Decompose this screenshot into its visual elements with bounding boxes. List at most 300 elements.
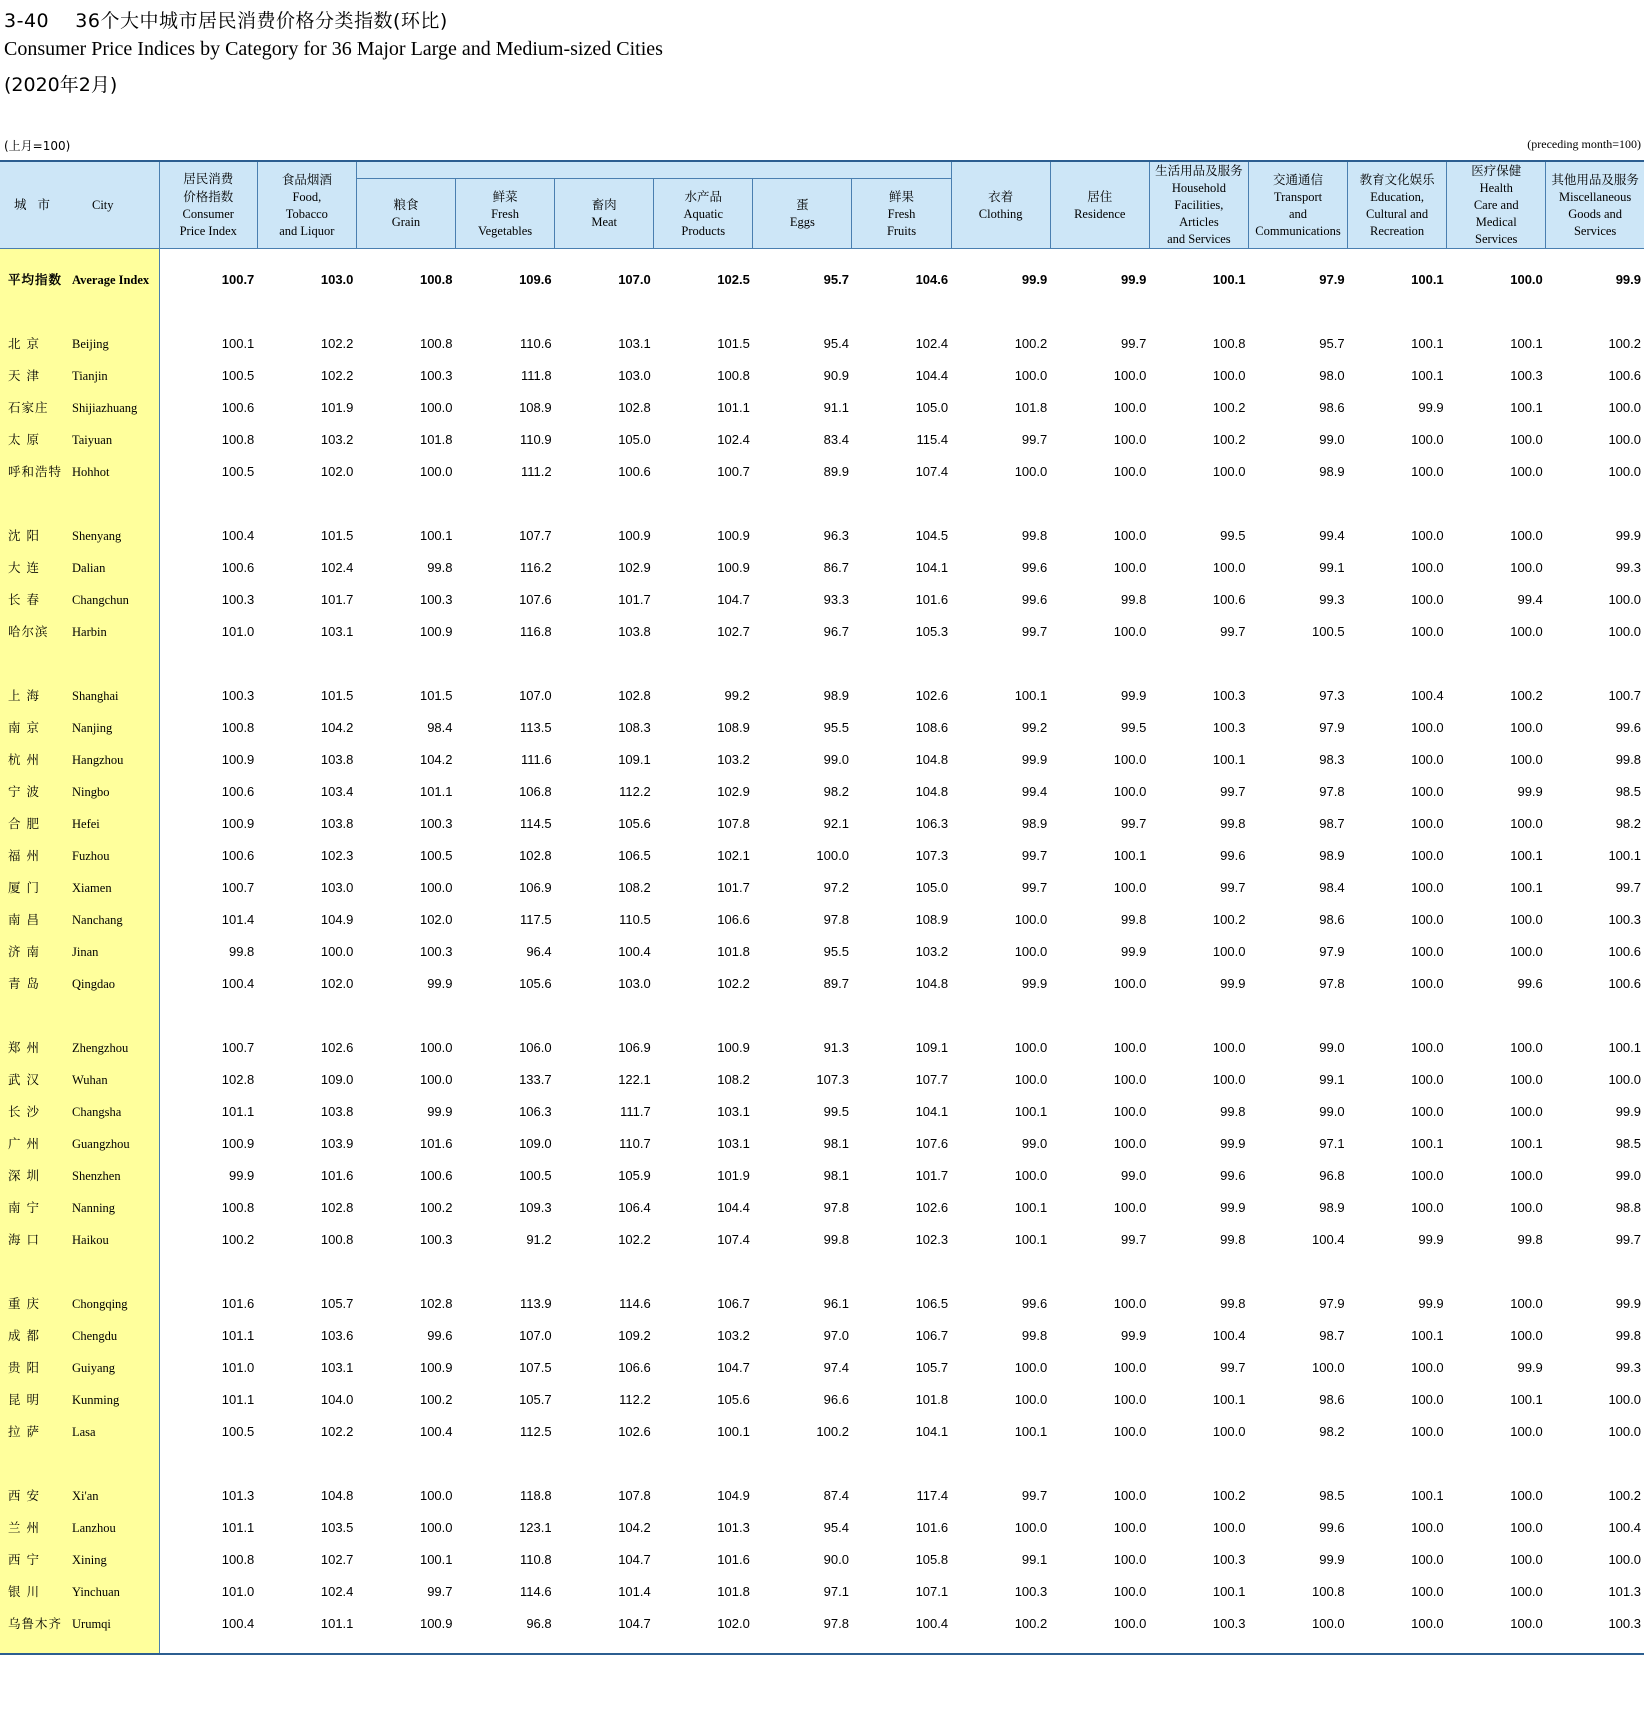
index-value-cell: 100.8 [419,335,453,351]
index-value-cell: 97.9 [1319,943,1345,959]
index-value-cell: 101.6 [717,1551,750,1567]
index-value-cell: 99.8 [1220,815,1246,831]
index-value-cell: 99.8 [1220,1231,1246,1247]
index-value-cell: 96.3 [823,527,849,543]
index-value-cell: 104.2 [419,751,453,767]
index-value-cell: 101.9 [320,399,354,415]
city-name-zh: 哈尔滨 [8,624,49,639]
index-value-cell: 99.9 [427,975,453,991]
index-value-cell: 100.3 [419,1231,453,1247]
city-name-zh: 西 宁 [8,1552,40,1567]
index-value-cell: 107.0 [519,1327,552,1343]
city-name-zh: 广 州 [8,1136,40,1151]
index-value-cell: 101.6 [419,1135,453,1151]
city-name-cell [0,519,159,551]
index-value-cell: 100.0 [1608,1071,1641,1087]
city-name-cell [0,1159,159,1191]
index-value-cell: 106.7 [717,1295,750,1311]
index-value-cell: 99.9 [1121,943,1147,959]
index-value-cell: 100.1 [1510,879,1543,895]
index-value-cell: 100.3 [1014,1583,1048,1599]
city-name-cell [0,775,159,807]
index-value-cell: 100.0 [1014,367,1048,383]
index-value-cell: 101.8 [1014,399,1048,415]
index-value-cell: 99.2 [1021,719,1048,735]
index-value-cell: 133.7 [519,1071,552,1087]
header-household-en1: Household [1171,181,1226,195]
index-value-cell: 110.9 [520,431,552,447]
index-value-cell: 100.0 [1608,623,1641,639]
table-row [0,1191,1644,1223]
city-name-zh: 沈 阳 [8,528,40,543]
index-value-cell: 106.8 [519,783,552,799]
city-name-cell [0,551,159,583]
city-name-cell [0,1607,159,1639]
index-value-cell: 104.4 [717,1199,750,1215]
index-value-cell: 100.1 [1510,399,1543,415]
city-name-en: Yinchuan [72,1585,120,1599]
header-grain-en: Grain [391,215,421,229]
index-value-cell: 109.0 [320,1071,354,1087]
header-education-en3: Recreation [1370,223,1425,238]
index-value-cell: 100.0 [1411,1167,1444,1183]
table-row [0,775,1644,807]
header-household-en3: Articles [1179,215,1219,229]
index-value-cell: 105.9 [618,1167,651,1183]
index-value-cell: 100.0 [1510,815,1543,831]
index-value-cell: 109.1 [915,1039,949,1055]
city-name-zh: 乌鲁木齐 [8,1616,63,1631]
index-value-cell: 100.1 [1510,1391,1543,1407]
index-value-cell: 100.0 [1014,1359,1048,1375]
index-value-cell: 100.0 [1411,943,1444,959]
index-value-cell: 100.1 [419,527,453,543]
index-value-cell: 101.5 [419,687,453,703]
index-value-cell: 104.4 [915,367,949,383]
table-row [0,1511,1644,1543]
index-value-cell: 112.5 [520,1423,552,1439]
index-value-cell: 100.0 [1608,1551,1641,1567]
index-value-cell: 100.1 [1411,367,1444,383]
header-health-zh: 医疗保健 [1471,163,1522,178]
index-value-cell: 100.0 [1510,751,1543,767]
table-row [0,903,1644,935]
table-row [0,1607,1644,1639]
index-value-cell: 100.0 [1113,559,1147,575]
index-value-cell: 101.1 [221,1103,255,1119]
index-value-cell: 104.1 [915,559,949,575]
index-value-cell: 100.9 [419,623,453,639]
index-value-cell: 100.2 [1608,335,1641,351]
spacer-row [0,647,1644,679]
index-value-cell: 100.8 [320,1231,354,1247]
index-value-cell: 99.8 [1021,1327,1048,1343]
index-value-cell: 103.8 [320,815,354,831]
index-value-cell: 100.4 [419,1423,453,1439]
index-value-cell: 100.0 [1411,623,1444,639]
index-value-cell: 101.5 [320,527,354,543]
index-value-cell: 107.4 [717,1231,750,1247]
index-value-cell: 99.7 [1121,1231,1147,1247]
index-value-cell: 100.0 [1510,1551,1543,1567]
index-value-cell: 99.9 [1220,1199,1246,1215]
index-value-cell: 104.8 [915,783,949,799]
index-value-cell: 96.4 [526,943,552,959]
index-value-cell: 100.0 [1113,1583,1147,1599]
index-value-cell: 100.0 [1510,1583,1543,1599]
index-value-cell: 106.0 [519,1039,552,1055]
index-value-cell: 98.9 [1319,847,1345,863]
city-name-zh: 青 岛 [8,976,40,991]
index-value-cell: 100.0 [419,1071,453,1087]
index-value-cell: 100.0 [1113,879,1147,895]
index-value-cell: 100.0 [1113,367,1147,383]
index-value-cell: 106.9 [618,1039,651,1055]
index-value-cell: 102.4 [320,1583,354,1599]
city-name-zh: 福 州 [8,848,40,863]
spacer-cell [159,647,1644,679]
city-name-zh: 海 口 [8,1232,40,1247]
table-header [0,161,1644,249]
table-row [0,1543,1644,1575]
header-clothing [951,161,1050,249]
index-value-cell: 111.8 [521,367,552,383]
index-value-cell: 100.0 [1411,1071,1444,1087]
header-cpi-zh2: 价格指数 [183,189,234,204]
city-cell-blank [0,1447,159,1479]
index-value-cell: 100.0 [1411,911,1444,927]
index-value-cell: 100.0 [1411,591,1444,607]
spacer-row [0,295,1644,327]
index-value-cell: 93.3 [823,591,849,607]
city-name-en: Guiyang [72,1361,116,1375]
index-value-cell: 111.7 [620,1103,651,1119]
index-value-cell: 99.8 [1517,1231,1543,1247]
index-value-cell: 99.5 [1121,719,1147,735]
index-value-cell: 98.5 [1615,783,1641,799]
index-value-cell: 110.7 [619,1135,651,1151]
index-value-cell: 102.2 [618,1231,651,1247]
index-value-cell: 101.6 [320,1167,354,1183]
city-name-en: Beijing [72,337,109,351]
city-name-cell [0,711,159,743]
index-value-cell: 104.2 [618,1519,651,1535]
city-name-cell [0,903,159,935]
index-value-cell: 100.0 [1510,943,1543,959]
index-value-cell: 99.6 [1319,1519,1345,1535]
city-name-en: Dalian [72,561,106,575]
city-name-en: Harbin [72,625,107,639]
index-value-cell: 100.0 [1113,399,1147,415]
index-value-cell: 97.0 [823,1327,849,1343]
city-name-en: Shenyang [72,529,122,543]
index-value-cell: 100.0 [1312,1359,1345,1375]
city-name-zh: 北 京 [8,336,40,351]
average-index-row [0,263,1644,295]
table-row [0,1479,1644,1511]
index-value-cell: 102.8 [618,399,651,415]
index-value-cell: 98.8 [1615,1199,1641,1215]
header-clothing-zh: 衣着 [988,188,1014,204]
header-cpi-en1: Consumer [182,207,234,221]
index-value-cell: 99.7 [1220,623,1246,639]
index-value-cell: 123.1 [519,1519,552,1535]
index-value-cell: 100.0 [320,943,354,959]
index-value-cell: 100.0 [1411,1199,1444,1215]
index-value-cell: 100.0 [1411,719,1444,735]
city-name-en: Lanzhou [72,1521,116,1535]
index-value-cell: 100.0 [1113,463,1147,479]
header-food-subgroup-band [356,161,951,179]
index-value-cell: 103.2 [717,1327,750,1343]
index-value-cell: 107.1 [915,1583,949,1599]
index-value-cell: 98.5 [1319,1487,1345,1503]
index-value-cell: 104.9 [320,911,354,927]
index-value-cell: 110.6 [520,335,552,351]
index-value-cell: 100.1 [1411,1327,1444,1343]
index-value-cell: 100.0 [1510,1071,1543,1087]
index-value-cell: 99.7 [1021,623,1048,639]
index-value-cell: 99.8 [1121,591,1147,607]
header-misc-zh: 其他用品及服务 [1551,171,1639,187]
city-name-cell [0,679,159,711]
index-value-cell: 100.0 [1212,1519,1246,1535]
index-value-cell: 99.9 [1418,399,1444,415]
index-value-cell: 100.0 [1014,1039,1048,1055]
city-name-cell [0,967,159,999]
index-value-cell: 100.0 [419,1039,453,1055]
city-name-cell [0,871,159,903]
index-value-cell: 101.4 [618,1583,651,1599]
index-value-cell: 100.3 [1212,719,1246,735]
city-name-cell [0,1287,159,1319]
index-value-cell: 100.8 [1212,335,1246,351]
index-value-cell: 104.6 [915,271,949,287]
spacer-row [0,249,1644,264]
header-city [0,161,159,249]
index-value-cell: 97.9 [1319,719,1345,735]
city-cell-blank [0,647,159,679]
index-value-cell: 99.6 [1021,591,1048,607]
index-value-cell: 98.2 [823,783,849,799]
index-value-cell: 99.9 [1418,1231,1444,1247]
index-value-cell: 105.0 [618,431,651,447]
index-value-cell: 99.9 [1319,1551,1345,1567]
city-name-zh: 天 津 [8,368,40,383]
index-value-cell: 97.8 [823,1199,849,1215]
city-name-zh: 南 昌 [8,912,40,927]
index-value-cell: 104.1 [915,1423,949,1439]
header-eggs-zh: 蛋 [796,197,809,212]
city-name-zh: 银 川 [8,1584,40,1599]
index-value-cell: 100.5 [221,367,255,383]
unit-note-zh: (上月=100) [4,139,71,153]
city-cell-blank [0,295,159,327]
city-name-zh: 平均指数 [8,272,63,287]
header-residence-zh: 居住 [1087,188,1113,204]
index-value-cell: 100.4 [1608,1519,1641,1535]
index-value-cell: 100.9 [221,1135,255,1151]
index-value-cell: 111.2 [521,463,552,479]
index-value-cell: 99.9 [1517,783,1543,799]
index-value-cell: 107.7 [519,527,552,543]
index-value-cell: 103.2 [320,431,354,447]
header-transport-en2: and [1288,206,1308,221]
index-value-cell: 86.7 [823,559,849,575]
index-value-cell: 100.1 [1212,1391,1246,1407]
index-value-cell: 98.3 [1319,751,1345,767]
index-value-cell: 100.1 [221,335,255,351]
index-value-cell: 100.0 [1113,1551,1147,1567]
index-value-cell: 99.3 [1319,591,1345,607]
index-value-cell: 100.0 [1608,399,1641,415]
index-value-cell: 102.6 [618,1423,651,1439]
spacer-cell [159,1255,1644,1287]
city-name-cell [0,1543,159,1575]
city-cell-blank [0,249,159,264]
index-value-cell: 112.2 [619,1391,651,1407]
index-value-cell: 101.1 [221,1391,255,1407]
index-value-cell: 99.8 [1220,1295,1246,1311]
header-household [1149,161,1248,249]
index-value-cell: 101.7 [618,591,651,607]
index-value-cell: 100.0 [1510,1295,1543,1311]
table-row [0,1351,1644,1383]
index-value-cell: 100.0 [1113,1359,1147,1375]
index-value-cell: 100.0 [1510,911,1543,927]
index-value-cell: 100.0 [1608,591,1641,607]
city-name-zh: 兰 州 [8,1520,40,1535]
index-value-cell: 99.9 [1121,687,1147,703]
index-value-cell: 102.1 [717,847,750,863]
index-value-cell: 99.4 [1319,527,1345,543]
index-value-cell: 100.3 [419,367,453,383]
index-value-cell: 99.1 [1319,559,1345,575]
index-value-cell: 100.0 [1113,783,1147,799]
index-value-cell: 100.5 [221,463,255,479]
index-value-cell: 109.1 [618,751,651,767]
index-value-cell: 100.0 [1411,527,1444,543]
index-value-cell: 106.6 [618,1359,651,1375]
index-value-cell: 100.0 [1411,975,1444,991]
index-value-cell: 100.3 [1212,1551,1246,1567]
index-value-cell: 99.8 [228,943,255,959]
index-value-cell: 100.0 [1212,367,1246,383]
header-aquatic-en2: Products [681,223,726,238]
city-name-cell [0,1511,159,1543]
index-value-cell: 100.0 [1212,559,1246,575]
index-value-cell: 106.5 [618,847,651,863]
index-value-cell: 100.0 [1411,1615,1444,1631]
index-value-cell: 98.9 [1319,463,1345,479]
index-value-cell: 110.8 [520,1551,552,1567]
city-name-cell [0,839,159,871]
index-value-cell: 99.7 [427,1583,453,1599]
header-health [1447,161,1546,249]
index-value-cell: 100.0 [1411,1103,1444,1119]
index-value-cell: 102.7 [320,1551,354,1567]
index-value-cell: 97.8 [1319,783,1345,799]
index-value-cell: 100.3 [1608,1615,1641,1631]
index-value-cell: 100.0 [1411,1423,1444,1439]
header-education-en2: Cultural and [1366,206,1429,221]
index-value-cell: 100.2 [1510,687,1543,703]
index-value-cell: 114.6 [619,1295,651,1311]
header-meat [555,179,654,249]
index-value-cell: 99.9 [228,1167,255,1183]
city-name-cell [0,1383,159,1415]
index-value-cell: 95.4 [823,1519,849,1535]
index-value-cell: 98.5 [1615,1135,1641,1151]
city-name-en: Taiyuan [72,433,113,447]
index-value-cell: 103.8 [618,623,651,639]
header-meat-zh: 畜肉 [591,197,617,212]
index-value-cell: 100.1 [1510,847,1543,863]
table-row [0,839,1644,871]
index-value-cell: 103.0 [618,975,651,991]
index-value-cell: 101.1 [221,1519,255,1535]
index-value-cell: 102.6 [915,1199,949,1215]
city-name-cell [0,263,159,295]
index-value-cell: 99.7 [1121,815,1147,831]
index-value-cell: 100.1 [1510,1135,1543,1151]
index-value-cell: 98.9 [1021,815,1048,831]
city-name-zh: 大 连 [8,560,40,575]
index-value-cell: 99.8 [1220,1103,1246,1119]
city-name-cell [0,583,159,615]
index-value-cell: 100.8 [717,367,750,383]
index-value-cell: 100.2 [1212,911,1246,927]
city-name-en: Shanghai [72,689,119,703]
index-value-cell: 99.9 [1615,271,1641,287]
index-value-cell: 99.9 [1021,751,1048,767]
city-name-en: Ningbo [72,785,110,799]
table-row [0,359,1644,391]
index-value-cell: 102.7 [717,623,750,639]
index-value-cell: 103.0 [618,367,651,383]
index-value-cell: 103.4 [320,783,354,799]
cpi-table [0,160,1644,1653]
index-value-cell: 100.6 [618,463,651,479]
header-education-en1: Education, [1370,189,1425,204]
city-name-cell [0,327,159,359]
index-value-cell: 99.6 [1517,975,1543,991]
index-value-cell: 107.3 [915,847,949,863]
index-value-cell: 102.2 [320,1423,354,1439]
spacer-cell [159,295,1644,327]
header-aquatic [654,179,753,249]
index-value-cell: 100.4 [1312,1231,1345,1247]
index-value-cell: 110.5 [619,911,651,927]
index-value-cell: 97.9 [1319,271,1345,287]
index-value-cell: 100.0 [1411,431,1444,447]
index-value-cell: 97.4 [823,1359,849,1375]
index-value-cell: 100.0 [1014,1519,1048,1535]
header-transport-zh: 交通通信 [1273,171,1324,187]
index-value-cell: 101.8 [419,431,453,447]
city-name-cell [0,1319,159,1351]
index-value-cell: 91.1 [823,399,849,415]
index-value-cell: 100.3 [419,815,453,831]
index-value-cell: 99.0 [1021,1135,1048,1151]
header-health-en3: Medical [1475,215,1517,229]
index-value-cell: 106.6 [717,911,750,927]
city-name-en: Hefei [72,817,100,831]
index-value-cell: 102.9 [618,559,651,575]
index-value-cell: 90.0 [823,1551,849,1567]
index-value-cell: 100.1 [1014,687,1048,703]
index-value-cell: 100.6 [221,559,255,575]
